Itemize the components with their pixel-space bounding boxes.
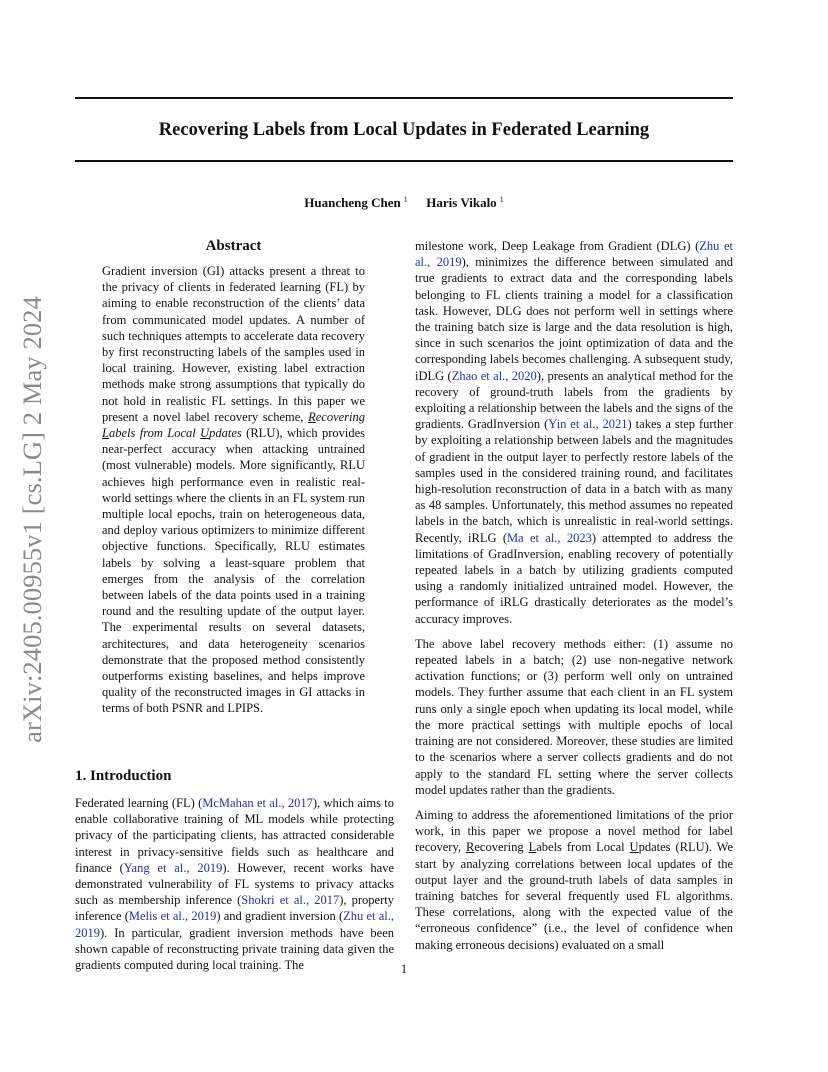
arxiv-identifier-stamp: arXiv:2405.00955v1 [cs.LG] 2 May 2024	[16, 295, 47, 743]
citation-link[interactable]: Ma et al., 2023	[506, 530, 592, 545]
page-number: 1	[400, 962, 408, 976]
author-list	[75, 191, 733, 212]
citation-link[interactable]: McMahan et al., 2017	[202, 796, 313, 810]
citation-link[interactable]: Shokri et al., 2017	[241, 893, 340, 908]
affiliation-mark: 1	[499, 195, 504, 204]
citation-link[interactable]: Zhu et al., 2019	[75, 909, 394, 940]
abstract-heading: Abstract	[205, 238, 262, 254]
body-paragraph: milestone work, Deep Leakage from Gradient (DLG) (Zhu et al., 2019), minimizes the difference between simulated and true gradients to extract data and the corresponding labels belonging to FL clients training a model for a classification task. However, DLG does not perform well in settings where the training batch size is large and the data resolution is high, since in such scenarios the joint optimization of data and the corresponding labels becomes challenging. A subsequent study, iDLG (Zhao et al., 2020), presents an analytical method for the recovery of ground-truth labels from the gradients by exploiting a relationship between the labels and the signs of the gradients. GradInversion (Yin et al., 2021) takes a step further by exploiting a relationship between labels and the magnitudes of gradient in the output layer to perfectly restore labels of the samples used in the considered training round, and facilitates high-resolution reconstruction of data in a batch with as many as 48 samples. Unfortunately, this method assumes no repeated labels in the batch, which is unrealistic in real-world settings. Recently, iRLG (Ma et al., 2023) attempted to address the limitations of GradInversion, enabling recovery of potentially repeated labels in a batch by utilizing gradients computed using a randomly initialized untrained model. However, the performance of iRLG drastically deteriorates as the model’s accuracy improves.	[415, 239, 733, 626]
citation-link[interactable]: Zhu et al., 2019	[415, 239, 733, 270]
right-column-body	[415, 238, 733, 953]
title-top-rule	[75, 97, 733, 99]
paper-title: Recovering Labels from Local Updates in Federated Learning	[158, 120, 650, 140]
citation-link[interactable]: Melis et al., 2019	[128, 909, 217, 924]
introduction-paragraph: Federated learning (FL) (McMahan et al., 2017), which aims to enable collaborative training of ML models while protecting privacy of the participating clients, has attracted considerable interest in privacy-sensitive fields such as healthcare and finance (Yang et al., 2019). However, recent works have demonstrated vulnerability of FL systems to privacy attacks such as membership inference (Shokri et al., 2017), property inference (Melis et al., 2019) and gradient inversion (Zhu et al., 2019). In particular, gradient inversion methods have been shown capable of reconstructing private training data given the gradients computed during local training. The	[75, 796, 395, 973]
body-paragraph: Aiming to address the aforementioned limitations of the prior work, in this paper we propose a novel method for label recovery, Recovering Labels from Local Updates (RLU). We start by analyzing correlations between local updates of the output layer and the ground-truth labels of data samples in training batches for several frequently used FL algorithms. These correlations, along with the expected value of the “erroneous confidence” (i.e., the level of confidence when making erroneous decisions) evaluated on a small	[415, 807, 734, 952]
affiliation-mark: 1	[403, 195, 408, 204]
body-paragraph: The above label recovery methods either: (1) assume no repeated labels in a batch; (2) use non-negative network activation functions; or (3) perform well only on untrained models. They further assume that each client in an FL system runs only a single epoch when updating its local model, while the more practical settings with multiple epochs of local training are not considered. Moreover, these studies are limited to the scenarios where a server collects gradients and do not apply to the standard FL setting where the server collects model updates rather than the gradients.	[415, 636, 733, 797]
abstract-body	[102, 263, 365, 717]
author-name: Huancheng Chen	[304, 195, 401, 210]
citation-link[interactable]: Yin et al., 2021	[548, 417, 628, 432]
author-name: Haris Vikalo	[426, 195, 497, 210]
citation-link[interactable]: Yang et al., 2019	[123, 860, 223, 875]
title-bottom-rule	[75, 160, 733, 162]
introduction-body	[75, 795, 394, 973]
abstract-paragraph: Gradient inversion (GI) attacks present a threat to the privacy of clients in federated learning (FL) by aiming to enable reconstruction of the clients’ data from communicated model updates. A number of such techniques attempts to accelerate data recovery by first reconstructing labels of the samples used in local training. However, existing label extraction methods make strong assumptions that typically do not hold in realistic FL settings. In this paper we present a novel label recovery scheme, Recovering Labels from Local Updates (RLU), which provides near-perfect accuracy when attacking untrained (most vulnerable) models. More significantly, RLU achieves high performance even in realistic real-world settings where the clients in an FL system run multiple local epochs, train on heterogeneous data, and deploy various optimizers to minimize different objective functions. Specifically, RLU estimates labels by solving a least-square problem that emerges from the analysis of the correlation between labels of the data points used in a training round and the resulting update of the output layer. The experimental results on several datasets, architectures, and data heterogeneity scenarios demonstrate that the proposed method consistently outperforms existing baselines, and helps improve quality of the reconstructed images in GI attacks in terms of both PSNR and LPIPS.	[102, 264, 365, 716]
section-heading-introduction: 1. Introduction	[75, 768, 172, 784]
citation-link[interactable]: Zhao et al., 2020	[451, 368, 537, 383]
